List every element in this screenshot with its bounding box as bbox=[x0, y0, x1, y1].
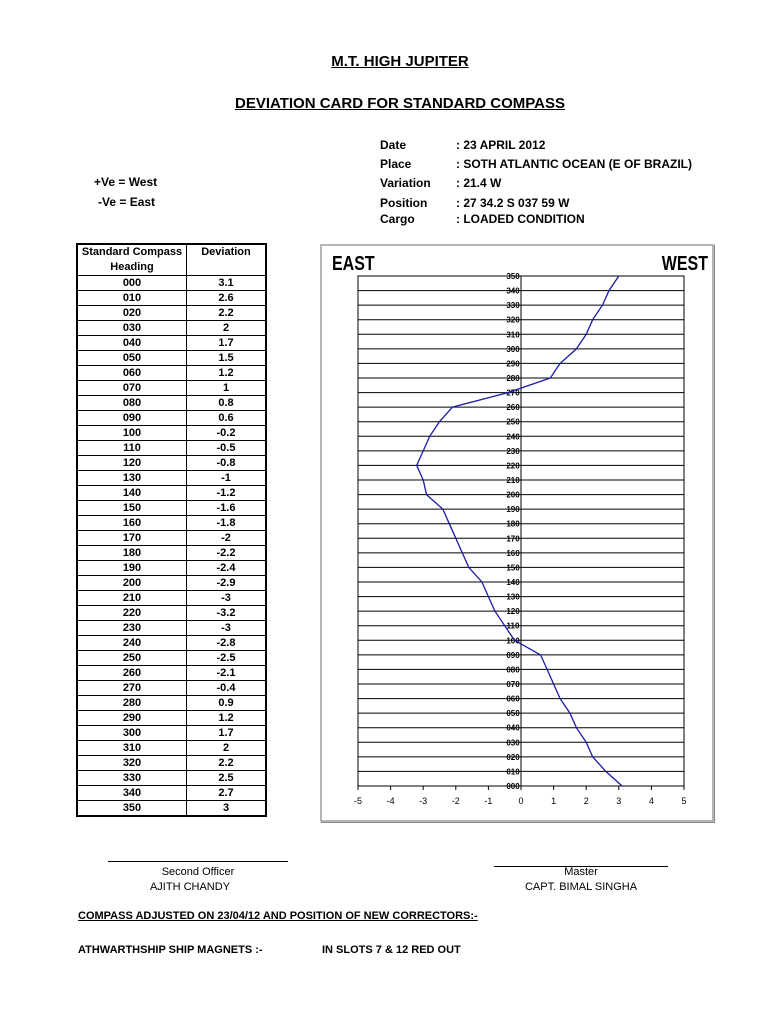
y-tick-label: 210 bbox=[506, 476, 520, 485]
y-tick-label: 030 bbox=[506, 738, 520, 748]
table-row bbox=[77, 501, 266, 516]
y-tick-label: 120 bbox=[506, 607, 520, 617]
sign-convention-positive: +Ve = West bbox=[94, 175, 158, 189]
table-row bbox=[77, 756, 266, 771]
table-row bbox=[77, 546, 266, 561]
deviation-cell: -0.2 bbox=[187, 426, 267, 441]
deviation-cell: -0.4 bbox=[187, 681, 267, 696]
y-tick-label: 130 bbox=[506, 592, 520, 602]
deviation-cell: 1 bbox=[187, 381, 267, 396]
meta-value: : 27 34.2 S 037 59 W bbox=[456, 196, 570, 210]
heading-cell: 260 bbox=[77, 666, 187, 681]
signature-right-title: Master bbox=[564, 866, 598, 878]
meta-value: : LOADED CONDITION bbox=[456, 212, 585, 226]
heading-cell: 290 bbox=[77, 711, 187, 726]
deviation-table bbox=[76, 243, 267, 817]
table-row bbox=[77, 726, 266, 741]
signature-line-left bbox=[108, 861, 288, 862]
y-tick-label: 140 bbox=[506, 578, 520, 587]
x-tick-label: -5 bbox=[353, 796, 363, 806]
heading-cell: 050 bbox=[77, 351, 187, 366]
table-row bbox=[77, 411, 266, 426]
sign-convention-negative: -Ve = East bbox=[98, 195, 156, 209]
deviation-cell: 0.6 bbox=[187, 411, 267, 426]
deviation-cell: -0.8 bbox=[187, 456, 267, 471]
y-tick-label: 020 bbox=[506, 752, 520, 762]
table-row bbox=[77, 336, 266, 351]
heading-cell: 240 bbox=[77, 636, 187, 651]
deviation-cell: 3 bbox=[187, 801, 267, 817]
deviation-cell: -1.6 bbox=[187, 501, 267, 516]
table-row bbox=[77, 591, 266, 606]
deviation-cell: 2.2 bbox=[187, 756, 267, 771]
y-tick-label: 280 bbox=[506, 374, 520, 383]
y-tick-label: 110 bbox=[506, 621, 520, 631]
deviation-chart bbox=[320, 244, 714, 822]
heading-cell: 080 bbox=[77, 396, 187, 411]
meta-label: Date bbox=[380, 138, 407, 152]
meta-value: : 23 APRIL 2012 bbox=[456, 138, 546, 152]
table-row bbox=[77, 396, 266, 411]
table-row bbox=[77, 366, 266, 381]
y-tick-label: 310 bbox=[506, 330, 520, 340]
deviation-cell: 0.9 bbox=[187, 696, 267, 711]
deviation-cell: 2.6 bbox=[187, 291, 267, 306]
magnets-label: ATHWARTHSHIP SHIP MAGNETS :- bbox=[78, 944, 263, 956]
deviation-cell: 1.2 bbox=[187, 711, 267, 726]
signature-left-title: Second Officer bbox=[161, 866, 235, 878]
deviation-cell: 1.5 bbox=[187, 351, 267, 366]
x-tick-label: 5 bbox=[681, 796, 687, 806]
x-tick-label: 2 bbox=[583, 796, 589, 806]
card-title: DEVIATION CARD FOR STANDARD COMPASS bbox=[235, 95, 565, 112]
adjustment-note: COMPASS ADJUSTED ON 23/04/12 AND POSITION OF NEW CORRECTORS:- bbox=[78, 910, 478, 922]
deviation-cell: -0.5 bbox=[187, 441, 267, 456]
y-tick-label: 150 bbox=[506, 563, 520, 573]
table-row bbox=[77, 351, 266, 366]
table-row bbox=[77, 516, 266, 531]
y-tick-label: 340 bbox=[506, 286, 520, 296]
table-row bbox=[77, 741, 266, 756]
signature-right-name: CAPT. BIMAL SINGHA bbox=[524, 881, 638, 893]
y-tick-label: 320 bbox=[506, 315, 520, 325]
table-row bbox=[77, 711, 266, 726]
deviation-cell: 3.1 bbox=[187, 276, 267, 291]
deviation-cell: -2.1 bbox=[187, 666, 267, 681]
x-tick-label: 3 bbox=[616, 796, 622, 806]
table-row bbox=[77, 426, 266, 441]
deviation-cell: -1.2 bbox=[187, 486, 267, 501]
meta-label: Position bbox=[380, 196, 428, 210]
signature-left-name: AJITH CHANDY bbox=[149, 881, 231, 893]
y-tick-label: 260 bbox=[506, 403, 520, 413]
deviation-cell: -2.8 bbox=[187, 636, 267, 651]
meta-value: : SOTH ATLANTIC OCEAN (E OF BRAZIL) bbox=[456, 157, 692, 171]
deviation-cell: 2 bbox=[187, 321, 267, 336]
heading-cell: 190 bbox=[77, 561, 187, 576]
heading-cell: 340 bbox=[77, 786, 187, 801]
east-label: EAST bbox=[332, 252, 375, 275]
y-tick-label: 200 bbox=[506, 490, 520, 500]
heading-cell: 280 bbox=[77, 696, 187, 711]
heading-cell: 300 bbox=[77, 726, 187, 741]
table-row bbox=[77, 576, 266, 591]
deviation-cell: -1 bbox=[187, 471, 267, 486]
y-tick-label: 290 bbox=[506, 359, 520, 369]
meta-label: Variation bbox=[380, 176, 431, 190]
deviation-cell: -2.5 bbox=[187, 651, 267, 666]
x-tick-label: -4 bbox=[386, 796, 395, 806]
y-tick-label: 040 bbox=[506, 723, 520, 733]
table-row bbox=[77, 696, 266, 711]
y-tick-label: 180 bbox=[506, 519, 520, 529]
table-row bbox=[77, 681, 266, 696]
table-row bbox=[77, 606, 266, 621]
table-row bbox=[77, 291, 266, 306]
heading-cell: 220 bbox=[77, 606, 187, 621]
deviation-cell: 2 bbox=[187, 741, 267, 756]
deviation-cell: 1.7 bbox=[187, 336, 267, 351]
deviation-cell: 2.7 bbox=[187, 786, 267, 801]
heading-cell: 090 bbox=[77, 411, 187, 426]
table-row bbox=[77, 561, 266, 576]
heading-cell: 120 bbox=[77, 456, 187, 471]
heading-cell: 310 bbox=[77, 741, 187, 756]
heading-cell: 170 bbox=[77, 531, 187, 546]
deviation-cell: 1.7 bbox=[187, 726, 267, 741]
deviation-cell: -2 bbox=[187, 531, 267, 546]
deviation-cell: 1.2 bbox=[187, 366, 267, 381]
heading-cell: 060 bbox=[77, 366, 187, 381]
table-row bbox=[77, 276, 266, 291]
deviation-cell: -3 bbox=[187, 591, 267, 606]
y-tick-label: 010 bbox=[506, 767, 520, 777]
deviation-cell: 2.5 bbox=[187, 771, 267, 786]
table-row bbox=[77, 786, 266, 801]
meta-label: Place bbox=[380, 157, 412, 171]
heading-cell: 250 bbox=[77, 651, 187, 666]
y-tick-label: 070 bbox=[506, 680, 520, 689]
meta-value: : 21.4 W bbox=[456, 176, 502, 190]
y-tick-label: 240 bbox=[506, 432, 520, 442]
y-tick-label: 230 bbox=[506, 446, 520, 456]
deviation-cell: 2.2 bbox=[187, 306, 267, 321]
heading-cell: 320 bbox=[77, 756, 187, 771]
y-tick-label: 080 bbox=[506, 665, 520, 675]
y-tick-label: 270 bbox=[506, 388, 520, 398]
y-tick-label: 300 bbox=[506, 344, 520, 354]
y-tick-label: 050 bbox=[506, 709, 520, 719]
heading-cell: 200 bbox=[77, 576, 187, 591]
x-tick-label: 4 bbox=[648, 796, 654, 806]
heading-cell: 100 bbox=[77, 426, 187, 441]
heading-cell: 000 bbox=[77, 276, 187, 291]
table-row bbox=[77, 636, 266, 651]
y-tick-label: 160 bbox=[506, 548, 520, 558]
table-row bbox=[77, 621, 266, 636]
heading-cell: 020 bbox=[77, 306, 187, 321]
heading-cell: 110 bbox=[77, 441, 187, 456]
heading-cell: 130 bbox=[77, 471, 187, 486]
heading-cell: 350 bbox=[77, 801, 187, 817]
table-row bbox=[77, 531, 266, 546]
y-tick-label: 100 bbox=[506, 636, 520, 646]
y-tick-label: 220 bbox=[506, 461, 520, 471]
west-label: WEST bbox=[661, 252, 708, 275]
table-row bbox=[77, 666, 266, 681]
magnets-value: IN SLOTS 7 & 12 RED OUT bbox=[322, 944, 461, 956]
heading-cell: 160 bbox=[77, 516, 187, 531]
table-row bbox=[77, 771, 266, 786]
y-tick-label: 090 bbox=[506, 650, 520, 660]
deviation-chart-svg bbox=[322, 246, 712, 820]
ship-name: M.T. HIGH JUPITER bbox=[331, 53, 469, 70]
heading-cell: 270 bbox=[77, 681, 187, 696]
meta-label: Cargo bbox=[380, 212, 415, 226]
deviation-cell: -3 bbox=[187, 621, 267, 636]
heading-cell: 140 bbox=[77, 486, 187, 501]
heading-cell: 030 bbox=[77, 321, 187, 336]
x-tick-label: -3 bbox=[419, 796, 428, 806]
table-row bbox=[77, 441, 266, 456]
heading-cell: 180 bbox=[77, 546, 187, 561]
x-tick-label: -1 bbox=[484, 796, 493, 806]
table-row bbox=[77, 651, 266, 666]
heading-cell: 330 bbox=[77, 771, 187, 786]
table-row bbox=[77, 471, 266, 486]
heading-cell: 070 bbox=[77, 381, 187, 396]
table-row bbox=[77, 306, 266, 321]
deviation-cell: 0.8 bbox=[187, 396, 267, 411]
table-row bbox=[77, 381, 266, 396]
deviation-cell: -1.8 bbox=[187, 516, 267, 531]
table-header-deviation: Deviation bbox=[187, 244, 267, 276]
x-tick-label: 1 bbox=[551, 796, 557, 806]
y-tick-label: 350 bbox=[506, 272, 520, 281]
table-header-heading: Standard Compass Heading bbox=[77, 244, 187, 276]
heading-cell: 150 bbox=[77, 501, 187, 516]
table-row bbox=[77, 486, 266, 501]
y-tick-label: 190 bbox=[506, 505, 520, 515]
deviation-cell: -2.2 bbox=[187, 546, 267, 561]
heading-cell: 210 bbox=[77, 591, 187, 606]
heading-cell: 040 bbox=[77, 336, 187, 351]
x-tick-label: -2 bbox=[451, 796, 460, 806]
heading-cell: 010 bbox=[77, 291, 187, 306]
table-row bbox=[77, 801, 266, 817]
heading-cell: 230 bbox=[77, 621, 187, 636]
y-tick-label: 330 bbox=[506, 301, 520, 311]
x-tick-label: 0 bbox=[518, 796, 524, 806]
deviation-cell: -2.9 bbox=[187, 576, 267, 591]
table-row bbox=[77, 456, 266, 471]
table-row bbox=[77, 321, 266, 336]
y-tick-label: 170 bbox=[506, 534, 520, 544]
deviation-cell: -3.2 bbox=[187, 606, 267, 621]
y-tick-label: 250 bbox=[506, 417, 520, 427]
deviation-cell: -2.4 bbox=[187, 561, 267, 576]
y-tick-label: 060 bbox=[506, 694, 520, 704]
y-tick-label: 000 bbox=[506, 782, 520, 791]
